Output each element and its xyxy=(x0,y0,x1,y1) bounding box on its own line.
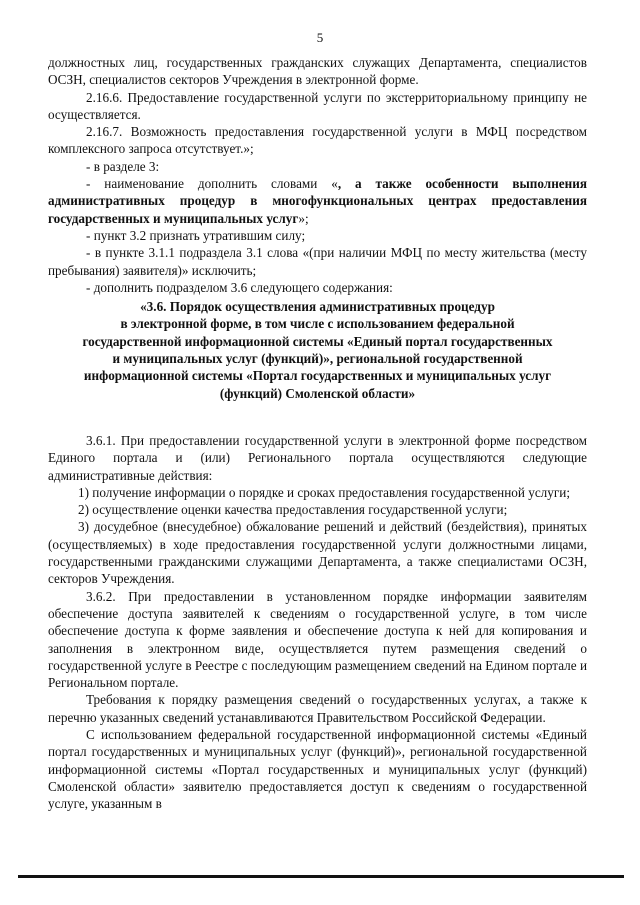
paragraph-requirements: Требования к порядку размещения сведений о государственных услугах, а также к перечню указанных сведений устанавливаются Правительством Российской Федерации. xyxy=(48,692,587,725)
amend-name-paragraph xyxy=(48,175,587,227)
paragraph-3-6-1: 3.6.1. При предоставлении государственной услуги в электронной форме посредством Единого портала и (или) Регионального портала осуществляются следующие административные действия: xyxy=(48,432,587,483)
amend-name-suffix: »; xyxy=(298,210,309,226)
amend-item-3-2: - пункт 3.2 признать утратившим силу; xyxy=(86,227,306,243)
spacer xyxy=(48,402,587,432)
amend-item-add-3-6: - дополнить подразделом 3.6 следующего содержания: xyxy=(86,279,393,295)
section-3-6-heading xyxy=(58,298,577,402)
paragraph-3-6-2: 3.6.2. При предоставлении в установленном порядке информации заявителям обеспечение доступа заявителей к сведениям о государственной услуге, в том числе обеспечение доступа к форме заявления и обеспечение доступа к ней для копирования и заполнения в электронном виде, осуществляется путем размещения сведений о государственной услуге в Реестре с последующим размещением сведений на Едином портале и Региональном портале. xyxy=(48,588,587,691)
amend-section-3: - в разделе 3: xyxy=(86,158,160,174)
heading-line: в электронной форме, в том числе с использованием федеральной xyxy=(120,316,515,332)
paragraph-2-16-7: 2.16.7. Возможность предоставления государственной услуги в МФЦ посредством комплексного запроса отсутствует.»; xyxy=(48,124,587,157)
list-item-3: 3) досудебное (внесудебное) обжалование решений и действий (бездействия), принятых (осуществляемых) в ходе предоставления государственной услуги должностными лицами, государственными гражданскими служащими Департамента, а также специалистами ОСЗН, секторов Учреждения. xyxy=(48,519,587,587)
amend-name-prefix: - наименование дополнить словами « xyxy=(86,176,338,192)
heading-line: государственной информационной системы «Единый портал государственных xyxy=(82,333,553,349)
heading-line: (функций) Смоленской области» xyxy=(219,385,416,401)
heading-line: и муниципальных услуг (функций)», региональной государственной xyxy=(112,351,523,367)
heading-line: информационной системы «Портал государственных и муниципальных услуг xyxy=(83,368,552,384)
paragraph-portal-access: С использованием федеральной государственной информационной системы «Единый портал государственных и муниципальных услуг (функций)», региональной государственной информационной системы «Портал государственных и муниципальных услуг (функций) Смоленской области» заявителю предоставляется доступ к сведениям о государственной услуге, указанным в xyxy=(48,726,587,812)
amend-name-bold: , а также особенности выполнения административных процедур в многофункциональных центрах предоставления государственных и муниципальных услуг xyxy=(48,176,587,226)
page-number: 5 xyxy=(316,30,324,45)
list-item-2: 2) осуществление оценки качества предоставления государственной услуги; xyxy=(78,502,508,518)
heading-line: «3.6. Порядок осуществления административных процедур xyxy=(140,299,495,315)
bottom-border-line xyxy=(18,875,624,878)
amend-item-3-1-1: - в пункте 3.1.1 подраздела 3.1 слова «(при наличии МФЦ по месту жительства (месту пребывания) заявителя)» исключить; xyxy=(48,245,587,278)
list-item-1: 1) получение информации о порядке и сроках предоставления государственной услуги; xyxy=(78,484,570,500)
document-body xyxy=(48,54,587,812)
paragraph-2-16-6: 2.16.6. Предоставление государственной услуги по экстерриториальному принципу не осуществляется. xyxy=(48,89,587,122)
paragraph-continuation: должностных лиц, государственных гражданских служащих Департамента, специалистов ОСЗН, специалистов секторов Учреждения в электронной форме. xyxy=(48,55,587,88)
